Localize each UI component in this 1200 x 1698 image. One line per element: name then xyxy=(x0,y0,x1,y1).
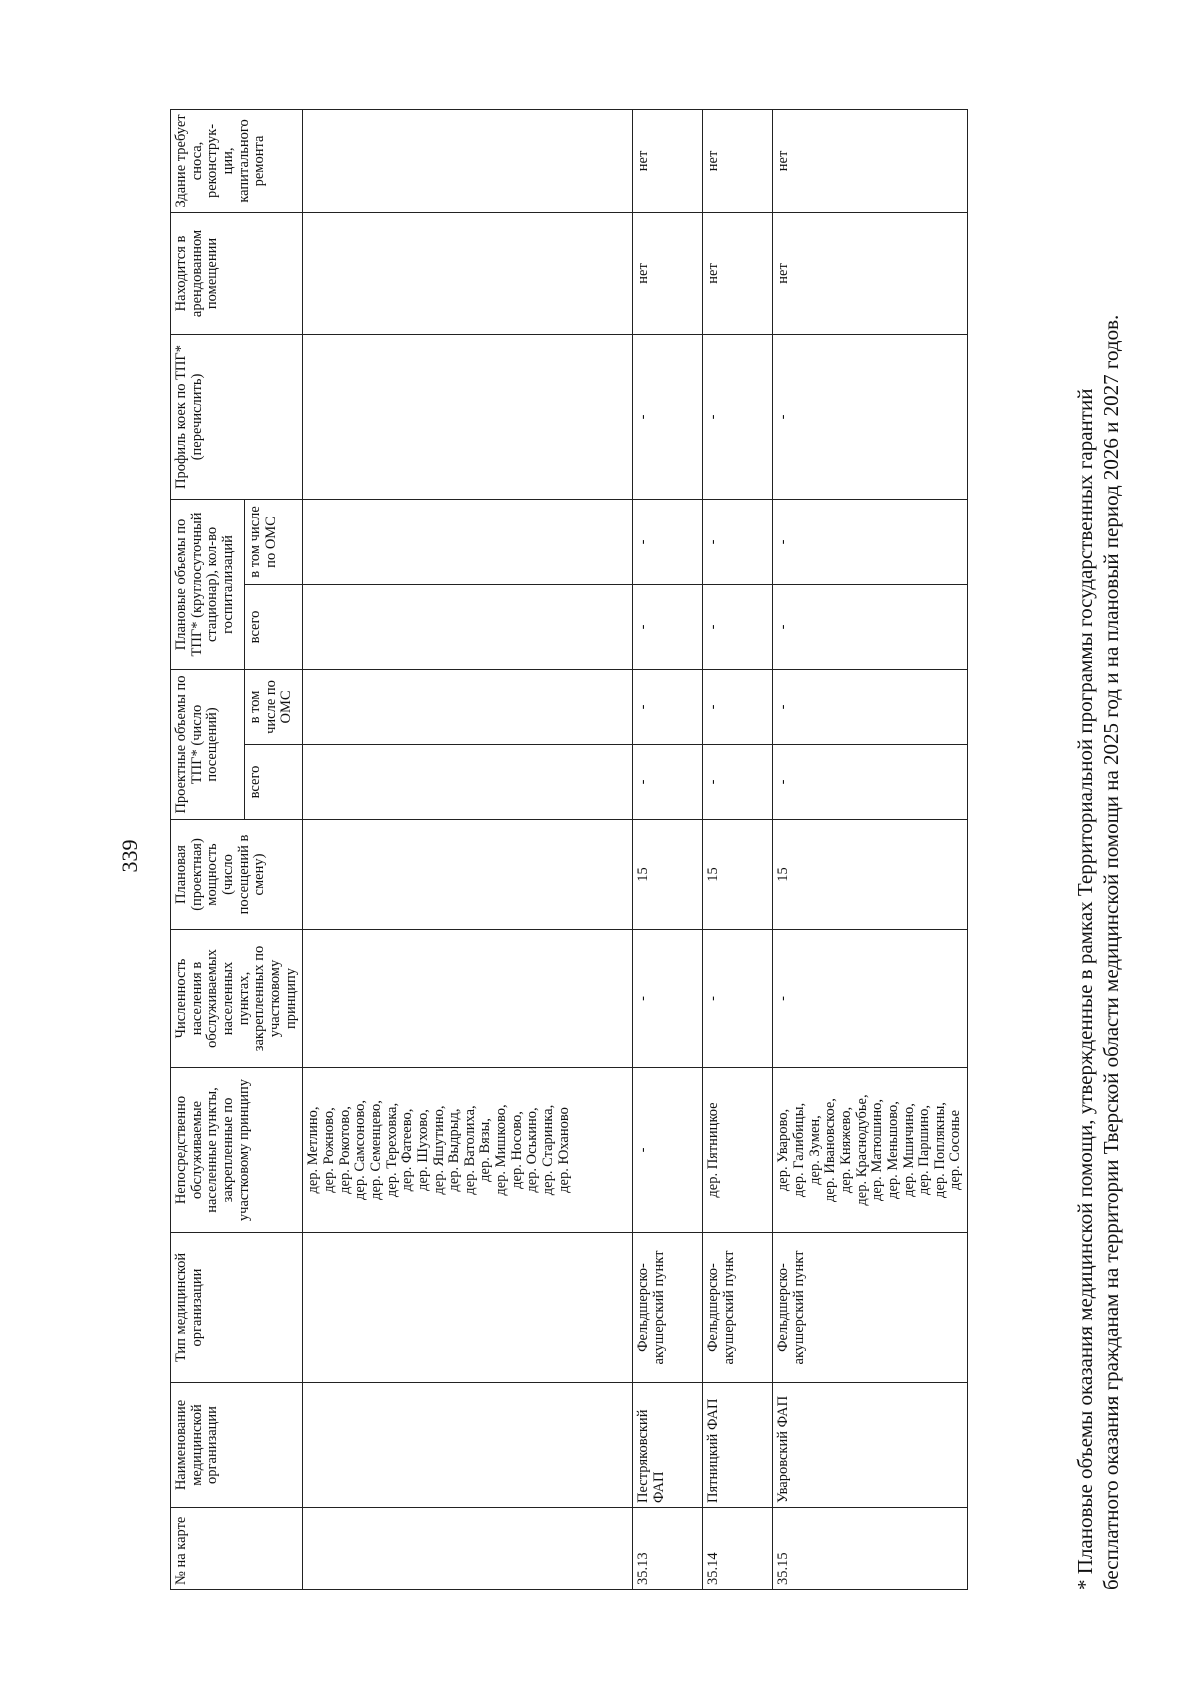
settlement: дер. Семенцево, xyxy=(367,1100,384,1200)
settlement: дер. Мшичино, xyxy=(900,1103,917,1197)
row-beds: - xyxy=(633,334,703,499)
footnote xyxy=(1072,110,1125,1590)
settlement: дер. Шухово, xyxy=(414,1109,431,1191)
header-repair: Здание требует сноса, реконструк-ции, капитального ремонта xyxy=(171,109,303,212)
table-row xyxy=(633,109,703,1589)
settlement: дер. Паршино, xyxy=(916,1104,933,1196)
row-type: Фельдшерско-акушерский пункт xyxy=(703,1233,773,1383)
header-plan: Плановые объемы по ТПГ* (круглосуточный стационар), кол-во госпитализаций xyxy=(171,499,245,669)
settlement: дер. Рокотово, xyxy=(336,1106,353,1194)
settlement: дер. Краснодубье, xyxy=(853,1094,870,1206)
row-num: 35.13 xyxy=(633,1508,703,1590)
continuation-proj-all xyxy=(303,745,633,820)
header-num: № на карте xyxy=(171,1508,303,1590)
row-proj-all: - xyxy=(703,745,773,820)
row-proj-oms: - xyxy=(703,669,773,744)
row-rented: нет xyxy=(703,212,773,334)
table-row xyxy=(703,109,773,1589)
settlement: дер. Юханово xyxy=(555,1107,572,1193)
header-population: Численность населения в обслуживаемых населенных пунктах, закрепленных по участковому принципу xyxy=(171,930,303,1068)
row-plan-oms: - xyxy=(633,499,703,584)
settlement: дер. Ватолиха, xyxy=(461,1105,478,1195)
row-proj-all: - xyxy=(633,745,703,820)
settlement: дер. Зумен, xyxy=(806,1115,823,1185)
settlement: дер. Матюшино, xyxy=(869,1099,886,1201)
table-row xyxy=(773,109,968,1589)
row-name: Пятницкий ФАП xyxy=(703,1383,773,1508)
settlement: дер. Сосонье xyxy=(947,1109,964,1191)
header-name: Наименование медицинской организации xyxy=(171,1383,303,1508)
row-population: - xyxy=(633,930,703,1068)
row-proj-oms: - xyxy=(773,669,968,744)
settlement: дер. Вязы, xyxy=(477,1118,494,1182)
continuation-population xyxy=(303,930,633,1068)
header-type: Тип медицинской организации xyxy=(171,1233,303,1383)
settlement: дер. Мишково, xyxy=(493,1104,510,1196)
settlement: дер. Рожново, xyxy=(320,1107,337,1193)
header-plan-all: всего xyxy=(244,584,302,669)
row-rented: нет xyxy=(633,212,703,334)
row-repair: нет xyxy=(773,109,968,212)
row-type: Фельдшерско-акушерский пункт xyxy=(773,1233,968,1383)
settlement: дер. Метлино, xyxy=(305,1106,322,1194)
settlement: дер. Носово, xyxy=(508,1111,525,1189)
header-proj: Проектные объемы по ТПГ* (число посещений) xyxy=(171,669,245,819)
row-population: - xyxy=(773,930,968,1068)
row-population: - xyxy=(703,930,773,1068)
row-settlements: дер. Пятницкое xyxy=(703,1068,773,1233)
row-rented: нет xyxy=(773,212,968,334)
row-beds: - xyxy=(703,334,773,499)
row-plan-oms: - xyxy=(773,499,968,584)
continuation-beds xyxy=(303,334,633,499)
settlement: дер. Оськино, xyxy=(524,1107,541,1193)
continuation-proj-oms xyxy=(303,669,633,744)
header-plan-oms: в том числе по ОМС xyxy=(244,499,302,584)
row-plan-all: - xyxy=(703,584,773,669)
continuation-capacity xyxy=(303,820,633,930)
header-capacity: Плановая (проектная) мощность (число посещений в смену) xyxy=(171,820,303,930)
header-row-1 xyxy=(171,109,245,1589)
row-name: Пестряковский ФАП xyxy=(633,1383,703,1508)
continuation-plan-all xyxy=(303,584,633,669)
page-number: 339 xyxy=(117,839,142,873)
settlement: дер. Княжево, xyxy=(837,1106,854,1194)
rotated-page-content xyxy=(170,110,1180,1590)
continuation-plan-oms xyxy=(303,499,633,584)
row-name: Уваровский ФАП xyxy=(773,1383,968,1508)
row-settlements: - xyxy=(633,1068,703,1233)
header-rented: Находится в арендованном помещении xyxy=(171,212,303,334)
row-type: Фельдшерско-акушерский пункт xyxy=(633,1233,703,1383)
settlement: дер. Выдрыд, xyxy=(446,1108,463,1192)
continuation-rented xyxy=(303,212,633,334)
settlement: дер. Яшутино, xyxy=(430,1105,447,1195)
settlement: дер. Самсоново, xyxy=(352,1100,369,1200)
row-settlements xyxy=(773,1068,968,1233)
continuation-num xyxy=(303,1508,633,1590)
row-repair: нет xyxy=(633,109,703,212)
settlement: дер. Фатеево, xyxy=(399,1108,416,1192)
row-repair: нет xyxy=(703,109,773,212)
row-capacity: 15 xyxy=(633,820,703,930)
row-plan-oms: - xyxy=(703,499,773,584)
settlement: дер. Галибицы, xyxy=(790,1102,807,1198)
row-plan-all: - xyxy=(633,584,703,669)
settlement: дер. Тереховка, xyxy=(383,1102,400,1198)
footnote-line-2: бесплатного оказания гражданам на территории Тверской области медицинской помощи на 2025 год и на плановый период 2026 и 2027 годов. xyxy=(1099,314,1124,1590)
continuation-type xyxy=(303,1233,633,1383)
header-proj-oms: в том числе по ОМС xyxy=(244,669,302,744)
row-capacity: 15 xyxy=(703,820,773,930)
continuation-row xyxy=(303,109,633,1589)
settlement: дер. Меньшово, xyxy=(884,1101,901,1199)
row-proj-oms: - xyxy=(633,669,703,744)
continuation-repair xyxy=(303,109,633,212)
settlement: дер. Уварово, xyxy=(775,1108,792,1192)
row-beds: - xyxy=(773,334,968,499)
medical-organizations-table xyxy=(170,109,968,1590)
row-num: 35.15 xyxy=(773,1508,968,1590)
row-num: 35.14 xyxy=(703,1508,773,1590)
settlement: дер. Поплякны, xyxy=(931,1102,948,1198)
settlement: дер. Ивановское, xyxy=(822,1098,839,1202)
continuation-settlements xyxy=(303,1068,633,1233)
continuation-name xyxy=(303,1383,633,1508)
header-proj-all: всего xyxy=(244,745,302,820)
header-settlements: Непосредственно обслуживаемые населенные пункты, закрепленные по участковому принципу xyxy=(171,1068,303,1233)
header-beds: Профиль коек по ТПГ* (перечислить) xyxy=(171,334,303,499)
footnote-line-1: * Плановые объемы оказания медицинской помощи, утвержденные в рамках Территориальной программы государственных гарантий xyxy=(1073,388,1097,1590)
row-capacity: 15 xyxy=(773,820,968,930)
row-proj-all: - xyxy=(773,745,968,820)
settlement: дер. Старинка, xyxy=(540,1104,557,1196)
row-plan-all: - xyxy=(773,584,968,669)
